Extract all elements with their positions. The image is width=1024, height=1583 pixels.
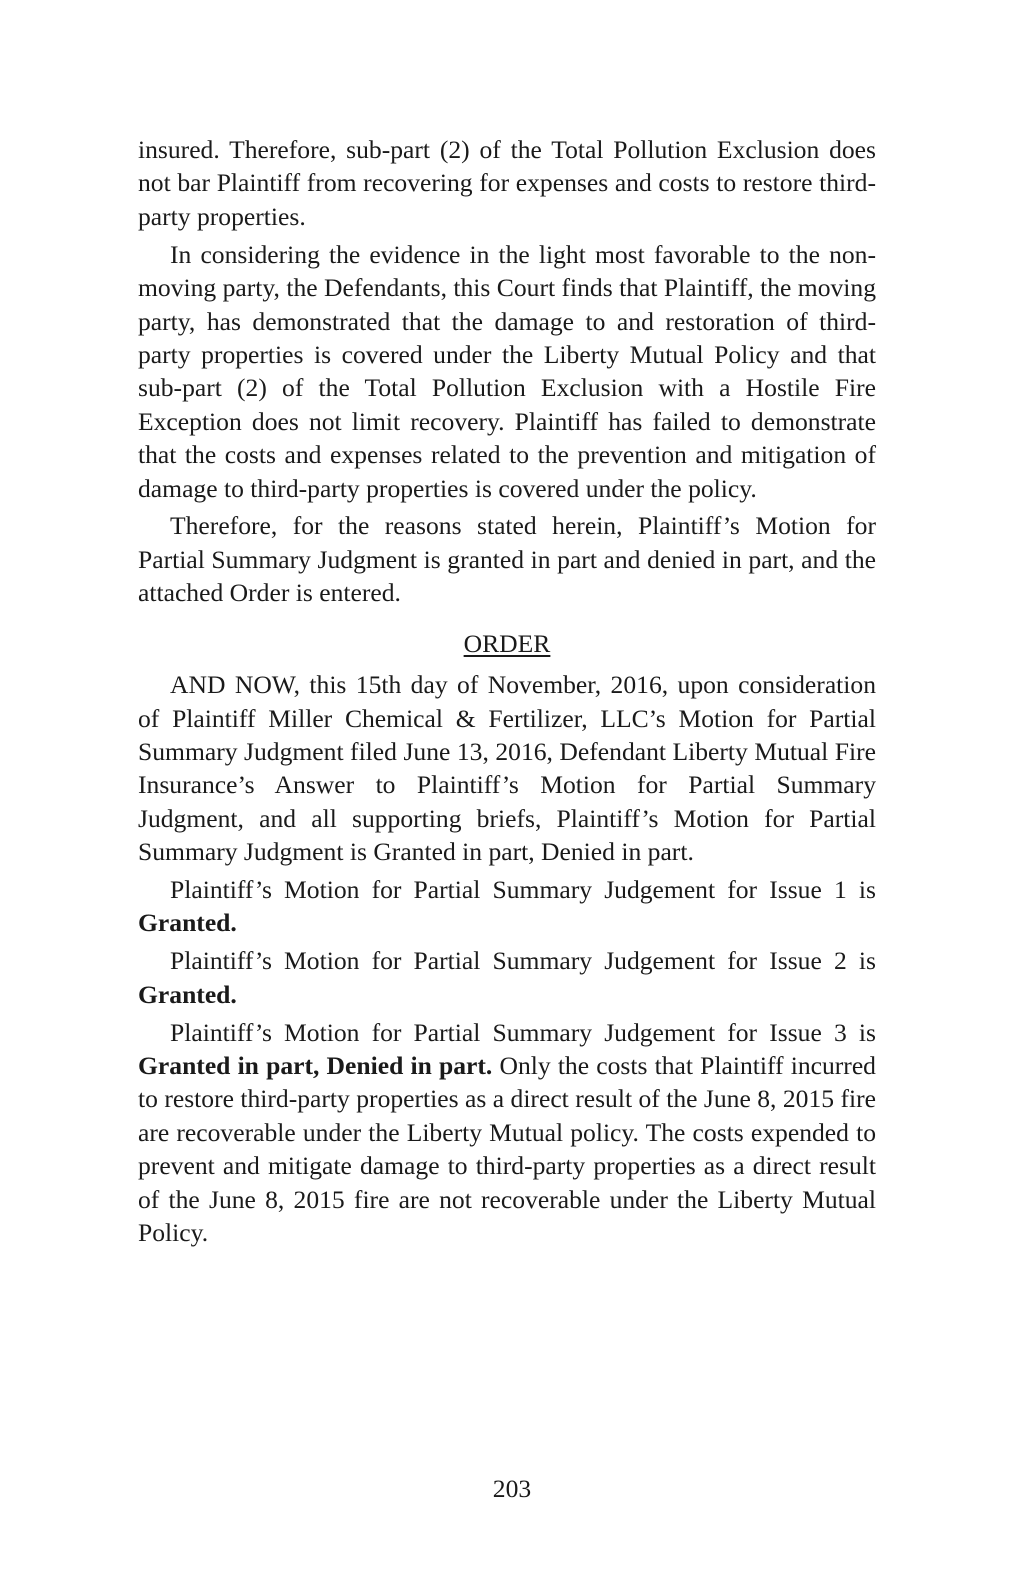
issue-2-text: Plaintiff’s Motion for Partial Summary Judgement for Issue 2 is [170,946,876,976]
issue-1-text: Plaintiff’s Motion for Partial Summary Judgement for Issue 1 is [170,875,876,905]
document-body [138,133,876,1254]
order-heading: ORDER [463,628,551,658]
issue-2-ruling: Granted. [138,979,237,1009]
order-issue-1 [138,873,876,940]
order-intro-paragraph: AND NOW, this 15th day of November, 2016, upon consideration of Plaintiff Miller Chemical & Fertilizer, LLC’s Motion for Partial Summary Judgment filed June 13, 2016, Defendant Liberty Mutual Fire Insurance’s Answer to Plaintiff’s Motion for Partial Summary Judgment, and all supporting briefs, Plaintiff’s Motion for Partial Summary Judgment is Granted in part, Denied in part. [138,670,876,867]
issue-3-text: Plaintiff’s Motion for Partial Summary Judgement for Issue 3 is [170,1017,876,1047]
issue-3-ruling: Granted in part, Denied in part. [138,1051,493,1081]
issue-1-ruling: Granted. [138,908,237,938]
order-issue-2 [138,944,876,1011]
paragraph-disposition: Therefore, for the reasons stated herein, Plaintiff’s Motion for Partial Summary Judgment is granted in part and denied in part, and the attached Order is entered. [138,511,876,608]
issue-3-detail: Only the costs that Plaintiff incurred to restore third-party properties as a direct result of the June 8, 2015 fire are recoverable under the Liberty Mutual policy. The costs expended to prevent and mitigate damage to third-party properties as a direct result of the June 8, 2015 fire are not recoverable under the Liberty Mutual Policy. [138,1051,876,1248]
order-issue-3 [138,1016,876,1250]
paragraph-court-findings: In considering the evidence in the light most favorable to the non-moving party, the Defendants, this Court finds that Plaintiff, the moving party, has demonstrated that the damage to and restoration of third-party properties is covered under the Liberty Mutual Policy and that sub-part (2) of the Total Pollution Exclusion with a Hostile Fire Exception does not limit recovery. Plaintiff has failed to demonstrate that the costs and expenses related to the prevention and mitigation of damage to third-party properties is covered under the policy. [138,239,876,503]
paragraph-insured-conclusion: insured. Therefore, sub-part (2) of the Total Pollution Exclusion does not bar Plaintiff from recovering for expenses and costs to restore third-party properties. [138,135,876,231]
page-number: 203 [492,1474,532,1503]
